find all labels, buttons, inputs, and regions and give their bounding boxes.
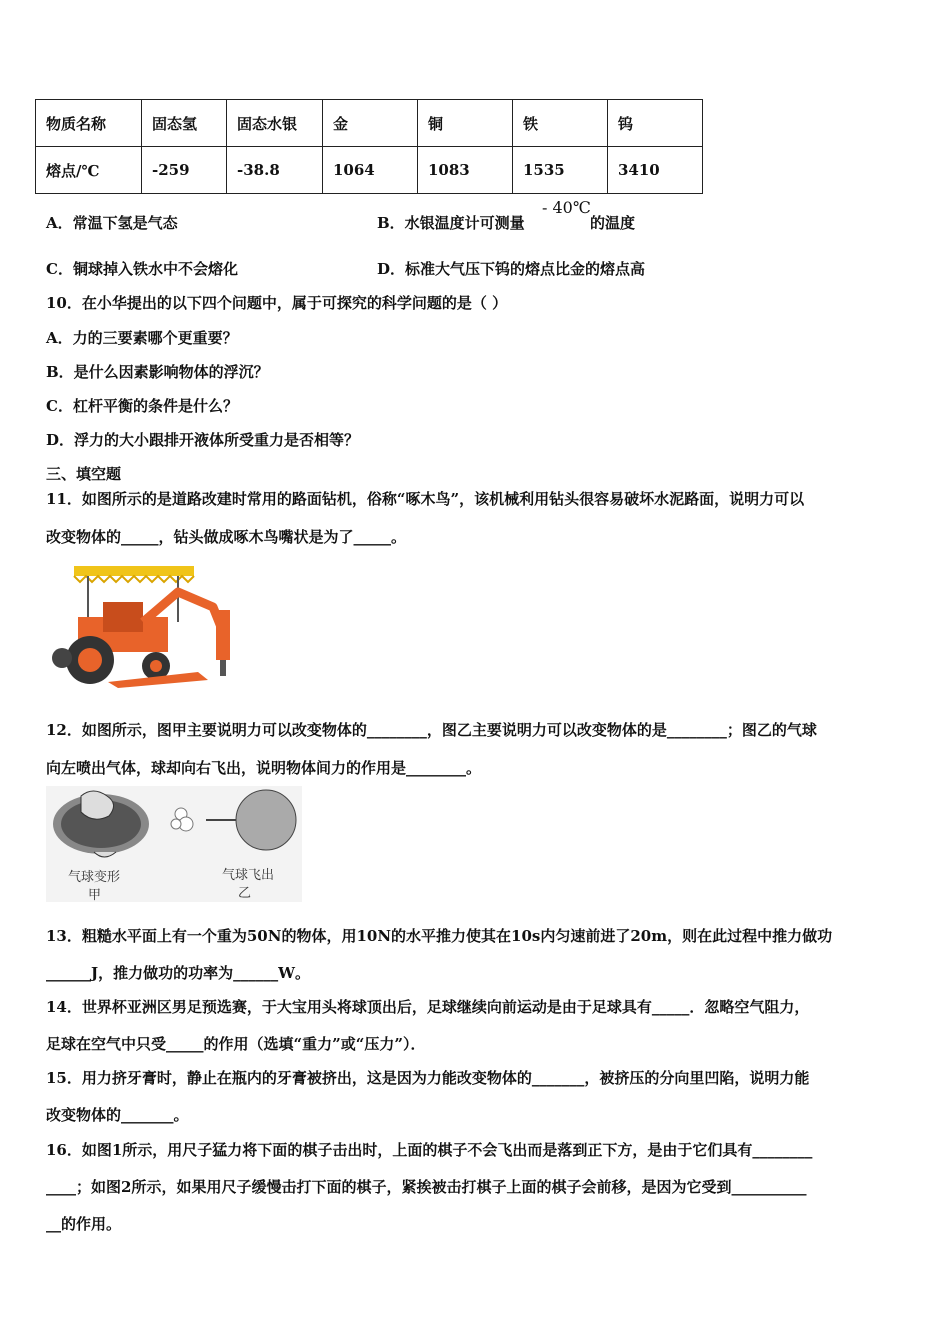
q11-line2: 改变物体的_____，钻头做成啄木鸟嘴状是为了_____。 [46, 528, 407, 546]
q12-line1: 12．如图所示，图甲主要说明力可以改变物体的________，图乙主要说明力可以改变物体的是________；图乙的气球 [46, 721, 817, 739]
q13-line1: 13．粗糙水平面上有一个重为50N的物体，用10N的水平推力使其在10s内匀速前进了20m，则在此过程中推力做功 [46, 927, 833, 945]
q14-line1: 14．世界杯亚洲区男足预选赛，于大宝用头将球顶出后，足球继续向前运动是由于足球具有_____．忽略空气阻力， [46, 998, 810, 1016]
table-cell: 3410 [608, 147, 703, 194]
table-cell: 钨 [608, 100, 703, 147]
q9-option-a: A．常温下氢是气态 [46, 214, 178, 232]
balloon-caption-b: 气球飞出 [222, 868, 275, 883]
q10-option-b: B．是什么因素影响物体的浮沉？ [46, 363, 269, 381]
table-cell: 金 [323, 100, 418, 147]
q15-line1: 15．用力挤牙膏时，静止在瓶内的牙膏被挤出，这是因为力能改变物体的_______，被挤压的分向里凹陷，说明力能 [46, 1069, 810, 1087]
table-cell: -38.8 [227, 147, 323, 194]
road-drill-machine-image [48, 562, 238, 690]
q9-option-d: D．标准大气压下钨的熔点比金的熔点高 [377, 260, 646, 278]
balloon-caption-b-label: 乙 [238, 886, 252, 901]
q10-option-d: D．浮力的大小跟排开液体所受重力是否相等？ [46, 431, 360, 449]
q13-line2: ______J，推力做功的功率为______W。 [46, 964, 310, 982]
canopy-icon [74, 566, 194, 576]
balloon-caption-a: 气球变形 [68, 870, 121, 885]
balloon-caption-a-label: 甲 [88, 888, 102, 903]
q10-stem: 10．在小华提出的以下四个问题中，属于可探究的科学问题的是（ ） [46, 294, 508, 312]
q9-option-b-temp: - 40℃ [542, 198, 591, 217]
section-title: 三、填空题 [46, 465, 122, 483]
table-cell: 固态水银 [227, 100, 323, 147]
table-header-row [36, 100, 703, 147]
q16-line2: ____；如图2所示，如果用尺子缓慢击打下面的棋子，紧挨被击打棋子上面的棋子会前移，是因为它受到__________ [46, 1178, 807, 1196]
table-cell: 1535 [513, 147, 608, 194]
q16-line3: __的作用。 [46, 1215, 122, 1233]
q11-line1: 11．如图所示的是道路改建时常用的路面钻机，俗称“啄木鸟”，该机械利用钻头很容易破坏水泥路面，说明力可以 [46, 490, 805, 508]
table-cell: 固态氢 [142, 100, 227, 147]
q9-option-c: C．铜球掉入铁水中不会熔化 [46, 260, 238, 278]
q14-line2: 足球在空气中只受_____的作用（选填“重力”或“压力”）． [46, 1035, 426, 1053]
q15-line2: 改变物体的_______。 [46, 1106, 189, 1124]
table-cell: 熔点/℃ [36, 147, 142, 194]
q10-option-c: C．杠杆平衡的条件是什么？ [46, 397, 238, 415]
q9-option-b-post: 的温度 [590, 214, 636, 232]
table-cell: 1064 [323, 147, 418, 194]
table-cell: 1083 [418, 147, 513, 194]
q10-option-a: A．力的三要素哪个更重要？ [46, 329, 238, 347]
q12-line2: 向左喷出气体，球却向右飞出，说明物体间力的作用是________。 [46, 759, 482, 777]
q16-line1: 16．如图1所示，用尺子猛力将下面的棋子击出时，上面的棋子不会飞出而是落到正下方，是由于它们具有________ [46, 1141, 813, 1159]
melting-point-table [35, 99, 703, 194]
table-cell: 铜 [418, 100, 513, 147]
q9-option-b-pre: B．水银温度计可测量 [377, 214, 525, 232]
table-cell: -259 [142, 147, 227, 194]
table-row [36, 147, 703, 194]
table-cell: 物质名称 [36, 100, 142, 147]
table-cell: 铁 [513, 100, 608, 147]
